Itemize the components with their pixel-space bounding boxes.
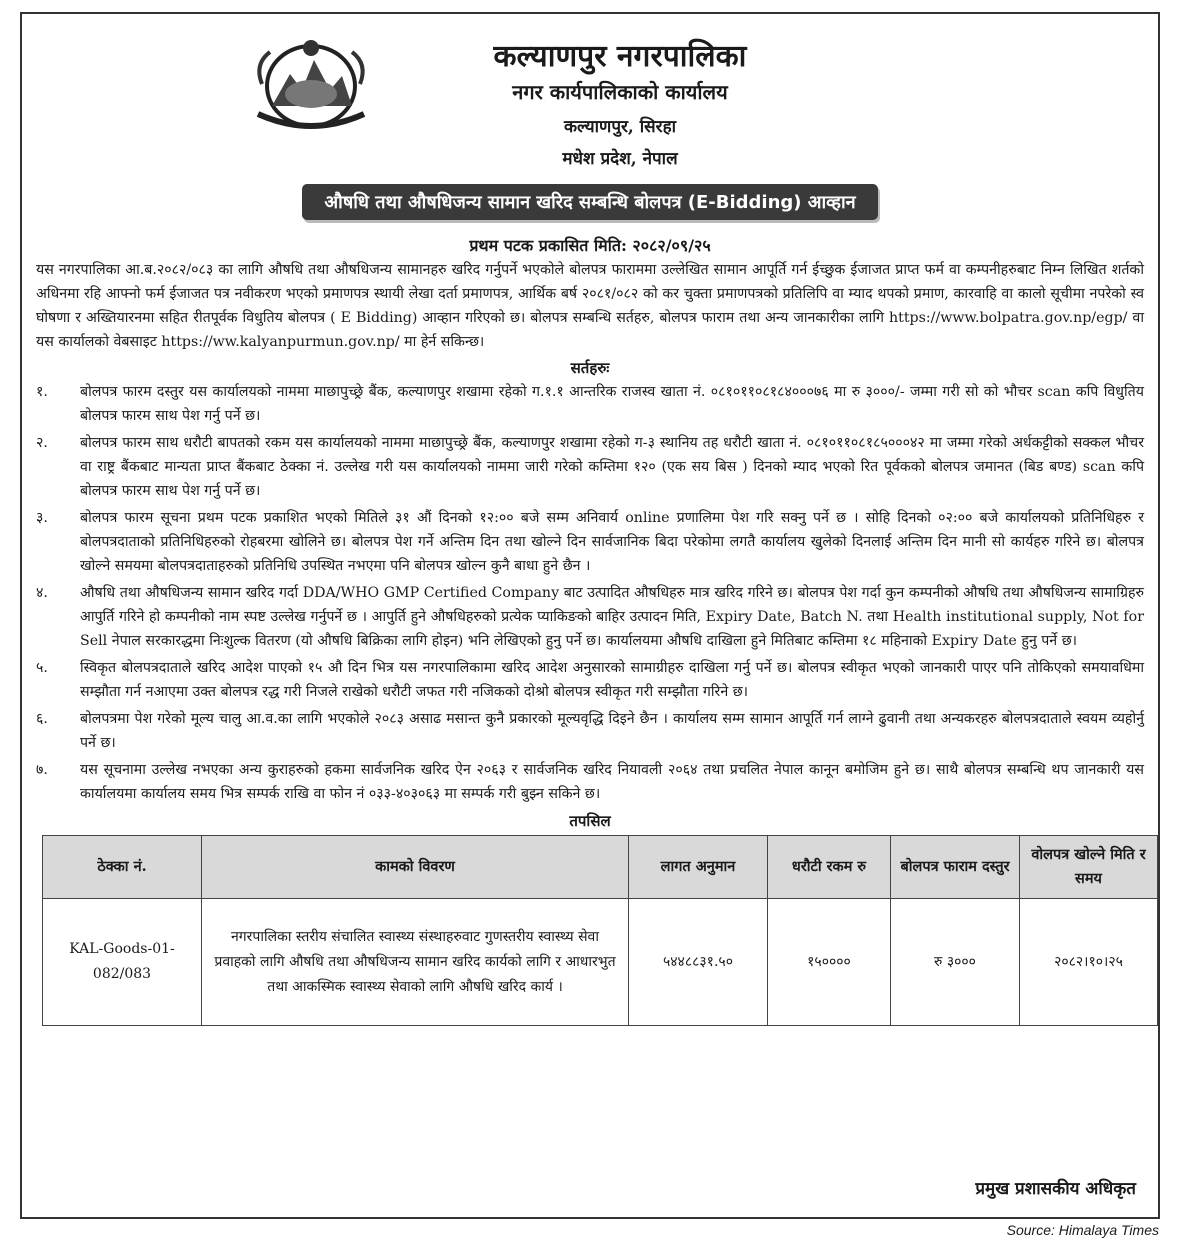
published-date: प्रथम पटक प्रकासित मिति: २०८२/०९/२५ — [469, 236, 711, 255]
condition-item — [36, 656, 1144, 704]
notice-banner-wrap — [22, 184, 1158, 220]
form-fee-cell: रु ३००० — [891, 899, 1020, 1026]
work-description-cell: नगरपालिका स्तरीय संचालित स्वास्थ्य संस्थाहरुवाट गुणस्तरीय स्वास्थ्य सेवा प्रवाहको लागि औषधि तथा औषधिजन्य सामान खरिद कार्यको लागि र आधारभुत तथा आकस्मिक स्वास्थ्य सेवाको लागि औषधि खरिद कार्य । — [202, 899, 629, 1026]
condition-item — [36, 758, 1144, 806]
header — [22, 14, 1158, 184]
conditions-title: सर्तहरुः — [570, 359, 610, 377]
office-subtitle: नगर कार्यपालिकाको कार्यालय — [512, 80, 728, 104]
condition-text: बोलपत्र फारम साथ धरौटी बापतको रकम यस कार्यालयको नाममा माछापुच्छ्रे बैंक, कल्याणपुर शखामा रहेको ग-३ स्थानिय तह धरौटी खाता नं. ०८१०११०८१८५०००४२ मा जम्मा गरेको अर्धकट्टीको सक्कल भौचर वा राष्ट्र बैंकबाट मान्यता प्राप्त बैंकबाट ठेक्का नं. उल्लेख गरी यस कार्यालयको नाममा जारी गरेको कम्तिमा १२० (एक सय बिस ) दिनको म्याद भएको रित पूर्वकको बोलपत्र जमानत (बिड बण्ड) scan कपि बोलपत्र फारम साथ पेश गर्नु पर्ने छ। — [80, 435, 1144, 499]
condition-number: १. — [36, 384, 48, 400]
table-header: बोलपत्र फाराम दस्तुर — [891, 836, 1020, 899]
condition-item — [36, 581, 1144, 653]
schedule-title: तपसिल — [569, 812, 611, 830]
condition-text: यस सूचनामा उल्लेख नभएका अन्य कुराहरुको हकमा सार्वजनिक खरिद ऐन २०६३ र सार्वजनिक खरिद नियावली २०६४ तथा प्रचलित नेपाल कानून बमोजिम हुने छ। साथै बोलपत्र सम्बन्धि थप जानकारी यस कार्यालयमा कार्यालय समय भित्र सम्पर्क राखि वा फोन नं ०३३-४०३०६३ मा सम्पर्क गरी बुझ्न सकिने छ। — [80, 762, 1144, 802]
cost-estimate-cell: ५४४८८३१.५० — [629, 899, 768, 1026]
condition-item — [36, 707, 1144, 755]
table-row — [43, 899, 1158, 1026]
conditions-list — [36, 380, 1144, 806]
condition-number: २. — [36, 435, 48, 451]
table-header: वोलपत्र खोल्ने मिति र समय — [1020, 836, 1158, 899]
condition-number: ४. — [36, 585, 48, 601]
opening-date-cell: २०८२।१०।२५ — [1020, 899, 1158, 1026]
condition-item — [36, 506, 1144, 578]
condition-item — [36, 380, 1144, 428]
notice-title: औषधि तथा औषधिजन्य सामान खरिद सम्बन्धि बोलपत्र (E-Bidding) आव्हान — [302, 184, 877, 220]
table-header: धरौटी रकम रु — [768, 836, 891, 899]
condition-number: ७. — [36, 762, 48, 778]
condition-item — [36, 431, 1144, 503]
contract-number-cell: KAL-Goods-01-082/083 — [43, 899, 202, 1026]
office-name: कल्याणपुर नगरपालिका — [493, 39, 747, 74]
notice-body — [36, 258, 1144, 1026]
condition-text: स्विकृत बोलपत्रदाताले खरिद आदेश पाएको १५ औ दिन भित्र यस नगरपालिकामा खरिद आदेश अनुसारको सामाग्रीहरु दाखिला गर्नु पर्ने छ। बोलपत्र स्वीकृत भएको जानकारी पाएर पनि तोकिएको समयावधिमा सम्झौता गर्न नआएमा उक्त बोलपत्र रद्ध गरी निजले राखेको धरौटी जफत गरी नजिकको दोश्रो बोलपत्र स्वीकृत गरी सम्झौता गरिने छ। — [80, 660, 1144, 700]
office-province: मधेश प्रदेश, नेपाल — [562, 149, 678, 169]
signature: प्रमुख प्रशासकीय अधिकृत — [975, 1179, 1136, 1199]
condition-text: बोलपत्र फारम सूचना प्रथम पटक प्रकाशित भएको मितिले ३१ औं दिनको १२:०० बजे सम्म अनिवार्य online प्रणालिमा पेश गरि सक्नु पर्ने छ । सोहि दिनको ०२:०० बजे कार्यालयको प्रतिनिधिहरु र बोलपत्रदाताको प्रतिनिधिहरुको रोहबरमा खोलिने छ। बोलपत्र पेश गर्ने अन्तिम दिन तथा खोल्ने दिन सार्वजानिक बिदा परेकोमा लगतै कार्यालय खुलेको दिनलाई अन्तिम दिन मानी सो कार्यहरु गरिने छ। बोलपत्र खोल्ने समयमा बोलपत्रदाताहरुको प्रतिनिधि उपस्थित नभएमा पनि बोलपत्र खोल्न कुनै बाधा हुने छैन । — [80, 510, 1144, 574]
schedule-table — [42, 835, 1158, 1026]
table-header: कामको विवरण — [202, 836, 629, 899]
source-credit: Source: Himalaya Times — [1006, 1222, 1159, 1238]
condition-number: ६. — [36, 711, 48, 727]
intro-paragraph: यस नगरपालिका आ.ब.२०८२/०८३ का लागि औषधि तथा औषधिजन्य सामानहरु खरिद गर्नुपर्ने भएकोले बोलपत्र फाराममा उल्लेखित सामान आपूर्ति गर्न ईच्छुक ईजाजत प्राप्त फर्म वा कम्पनीहरुबाट निम्न लिखित शर्तको अधिनमा रहि आफ्नो फर्म ईजाजत पत्र नवीकरण भएको प्रमाणपत्र स्थायी लेखा दर्ता प्रमाणपत्र, आर्थिक बर्ष २०८१/०८२ को कर चुक्ता प्रमाणपत्रको प्रतिलिपि वा म्याद थपको प्रमाण, कारवाहि वा कालो सूचीमा नपरेको स्व घोषणा र अख्तियारनमा सहित रीतपूर्वक विधुतिय बोलपत्र ( E Bidding) आव्हान गरिएको छ। बोलपत्र सम्बन्धि सर्तहरु, बोलपत्र फाराम तथा अन्य जानकारीका लागि https://www.bolpatra.gov.np/egp/ वा यस कार्यालको वेबसाइट https://ww.kalyanpurmun.gov.np/ मा हेर्न सकिन्छ। — [36, 262, 1145, 350]
table-header: लागत अनुमान — [629, 836, 768, 899]
table-header: ठेक्का नं. — [43, 836, 202, 899]
deposit-amount-cell: १५०००० — [768, 899, 891, 1026]
condition-text: औषधि तथा औषधिजन्य सामान खरिद गर्दा DDA/WHO GMP Certified Company बाट उत्पादित औषधिहरु मात्र खरिद गरिने छ। बोलपत्र पेश गर्दा कुन कम्पनीको औषधि तथा औषधिजन्य सामाग्रिहरु आपुर्ति गरिने हो कम्पनीको नाम स्पष्ट उल्लेख गर्नुपर्ने छ । आपुर्ति हुने औषधिहरुको प्रत्येक प्याकिङको बाहिर उत्पादन मिति, Expiry Date, Batch N. तथा Health institutional supply, Not for Sell नेपाल सरकारद्धमा निःशुल्क वितरण (यो औषधि बिक्रिका लागि होइन) भनि लेखिएको हुनु पर्ने छ। कार्यालयमा औषधि दाखिला हुने मितिबाट कम्तिमा १८ महिनाको Expiry Date हुनु पर्ने छ। — [80, 585, 1144, 649]
condition-text: बोलपत्र फारम दस्तुर यस कार्यालयको नाममा माछापुच्छ्रे बैंक, कल्याणपुर शखामा रहेको ग.१.१ आन्तरिक राजस्व खाता नं. ०८१०११०८१८४०००७६ मा रु ३०००/- जम्मा गरी सो को भौचर scan कपि विधुतिय बोलपत्र फारम साथ पेश गर्नु पर्ने छ। — [80, 384, 1144, 424]
condition-number: ३. — [36, 510, 48, 526]
notice-frame — [20, 12, 1160, 1219]
condition-text: बोलपत्रमा पेश गरेको मूल्य चालु आ.व.का लागि भएकोले २०८३ असाढ मसान्त कुनै प्रकारको मूल्यवृद्धि दिइने छैन । कार्यालय सम्म सामान आपूर्ति गर्न लाग्ने ढुवानी तथा अन्यकरहरु बोलपत्रदाताले स्वयम व्यहोर्नु पर्ने छ। — [80, 711, 1144, 751]
office-address: कल्याणपुर, सिरहा — [563, 117, 677, 137]
condition-number: ५. — [36, 660, 48, 676]
